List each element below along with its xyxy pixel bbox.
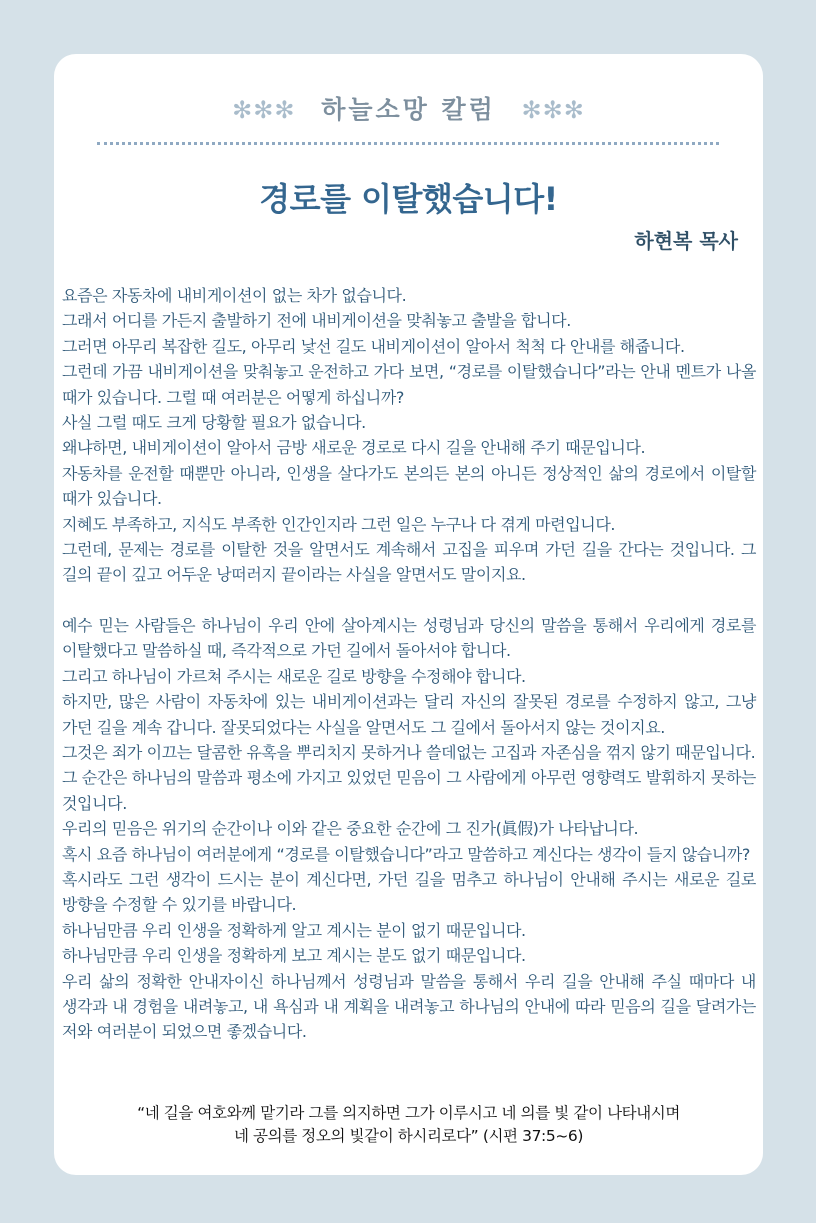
column-card <box>54 54 763 1175</box>
body-paragraph: 우리 삶의 정확한 안내자이신 하나님께서 성령님과 말씀을 통해서 우리 길을 안내해 주실 때마다 내 생각과 내 경험을 내려놓고, 내 욕심과 내 계획을 내려놓고 하나님의 안내에 따라 믿음의 길을 달려가는 저와 여러분이 되었으면 좋겠습니다. <box>62 971 756 1042</box>
body-paragraph: 하나님만큼 우리 인생을 정확하게 보고 계시는 분도 없기 때문입니다. <box>62 946 526 966</box>
body-paragraph: 그런데, 문제는 경로를 이탈한 것을 알면서도 계속해서 고집을 피우며 가던 길을 간다는 것입니다. 그 길의 끝이 깊고 어두운 낭떠러지 끝이라는 사실을 알면서도 말이지요. <box>62 540 756 585</box>
body-paragraph: 그런데 가끔 내비게이션을 맞춰놓고 운전하고 가다 보면, “경로를 이탈했습니다”라는 안내 멘트가 나올 때가 있습니다. 그럴 때 여러분은 어떻게 하십니까? <box>62 362 756 407</box>
verse-line: “네 길을 여호와께 맡기라 그를 의지하면 그가 이루시고 네 의를 빛 같이 나타내시며 <box>137 1104 680 1122</box>
body-paragraph: 자동차를 운전할 때뿐만 아니라, 인생을 살다가도 본의든 본의 아니든 정상적인 삶의 경로에서 이탈할 때가 있습니다. <box>62 463 756 509</box>
body-paragraph: 예수 믿는 사람들은 하나님이 우리 안에 살아계시는 성령님과 당신의 말씀을 통해서 우리에게 경로를 이탈했다고 말씀하실 때, 즉각적으로 가던 길에서 돌아서야 합니다. <box>62 615 756 661</box>
body-paragraph: 혹시 요즘 하나님이 여러분에게 “경로를 이탈했습니다”라고 말씀하고 계신다는 생각이 들지 않습니까? <box>62 844 751 864</box>
article-body <box>62 283 756 1045</box>
body-paragraph: 그 순간은 하나님의 말씀과 평소에 가지고 있었던 믿음이 그 사람에게 아무런 영향력도 발휘하지 못하는 것입니다. <box>62 768 756 813</box>
body-paragraph: 요즘은 자동차에 내비게이션이 없는 차가 없습니다. <box>62 286 407 305</box>
header-stars-right: ✻✻✻ <box>521 96 585 124</box>
body-paragraph: 사실 그럴 때도 크게 당황할 필요가 없습니다. <box>62 413 366 433</box>
body-paragraph: 그래서 어디를 가든지 출발하기 전에 내비게이션을 맞춰놓고 출발을 합니다. <box>62 311 571 331</box>
paragraph-gap <box>62 588 756 613</box>
column-header <box>54 90 763 126</box>
body-paragraph: 우리의 믿음은 위기의 순간이나 이와 같은 중요한 순간에 그 진가(眞假)가 나타납니다. <box>62 819 639 839</box>
body-paragraph: 왜냐하면, 내비게이션이 알아서 금방 새로운 경로로 다시 길을 안내해 주기 때문입니다. <box>62 438 646 458</box>
body-paragraph: 그리고 하나님이 가르쳐 주시는 새로운 길로 방향을 수정해야 합니다. <box>62 666 526 686</box>
body-paragraph: 혹시라도 그런 생각이 드시는 분이 계신다면, 가던 길을 멈추고 하나님이 안내해 주시는 새로운 길로 방향을 수정할 수 있기를 바랍니다. <box>62 869 756 915</box>
body-paragraph: 그러면 아무리 복잡한 길도, 아무리 낯선 길도 내비게이션이 알아서 척척 다 안내를 해줍니다. <box>62 336 685 356</box>
body-paragraph: 그것은 죄가 이끄는 달콤한 유혹을 뿌리치지 못하거나 쓸데없는 고집과 자존심을 꺾지 않기 때문입니다. <box>62 742 756 762</box>
header-stars-left: ✻✻✻ <box>232 96 296 124</box>
body-paragraph: 하지만, 많은 사람이 자동차에 있는 내비게이션과는 달리 자신의 잘못된 경로를 수정하지 않고, 그냥 가던 길을 계속 갑니다. 잘못되었다는 사실을 알면서도 그 길에서 돌아서지 않는 것이지요. <box>62 692 756 737</box>
scripture-verse <box>74 1102 743 1148</box>
body-paragraph: 지혜도 부족하고, 지식도 부족한 인간인지라 그런 일은 누구나 다 겪게 마련입니다. <box>62 514 616 534</box>
author-name: 하현복 목사 <box>634 229 738 253</box>
body-paragraph: 하나님만큼 우리 인생을 정확하게 알고 계시는 분이 없기 때문입니다. <box>62 920 526 940</box>
verse-line: 네 공의를 정오의 빛같이 하시리로다” (시편 37:5~6) <box>233 1127 584 1145</box>
column-label: 하늘소망 칼럼 <box>321 95 496 124</box>
article-title: 경로를 이탈했습니다! <box>259 180 558 218</box>
dotted-divider <box>97 142 719 145</box>
